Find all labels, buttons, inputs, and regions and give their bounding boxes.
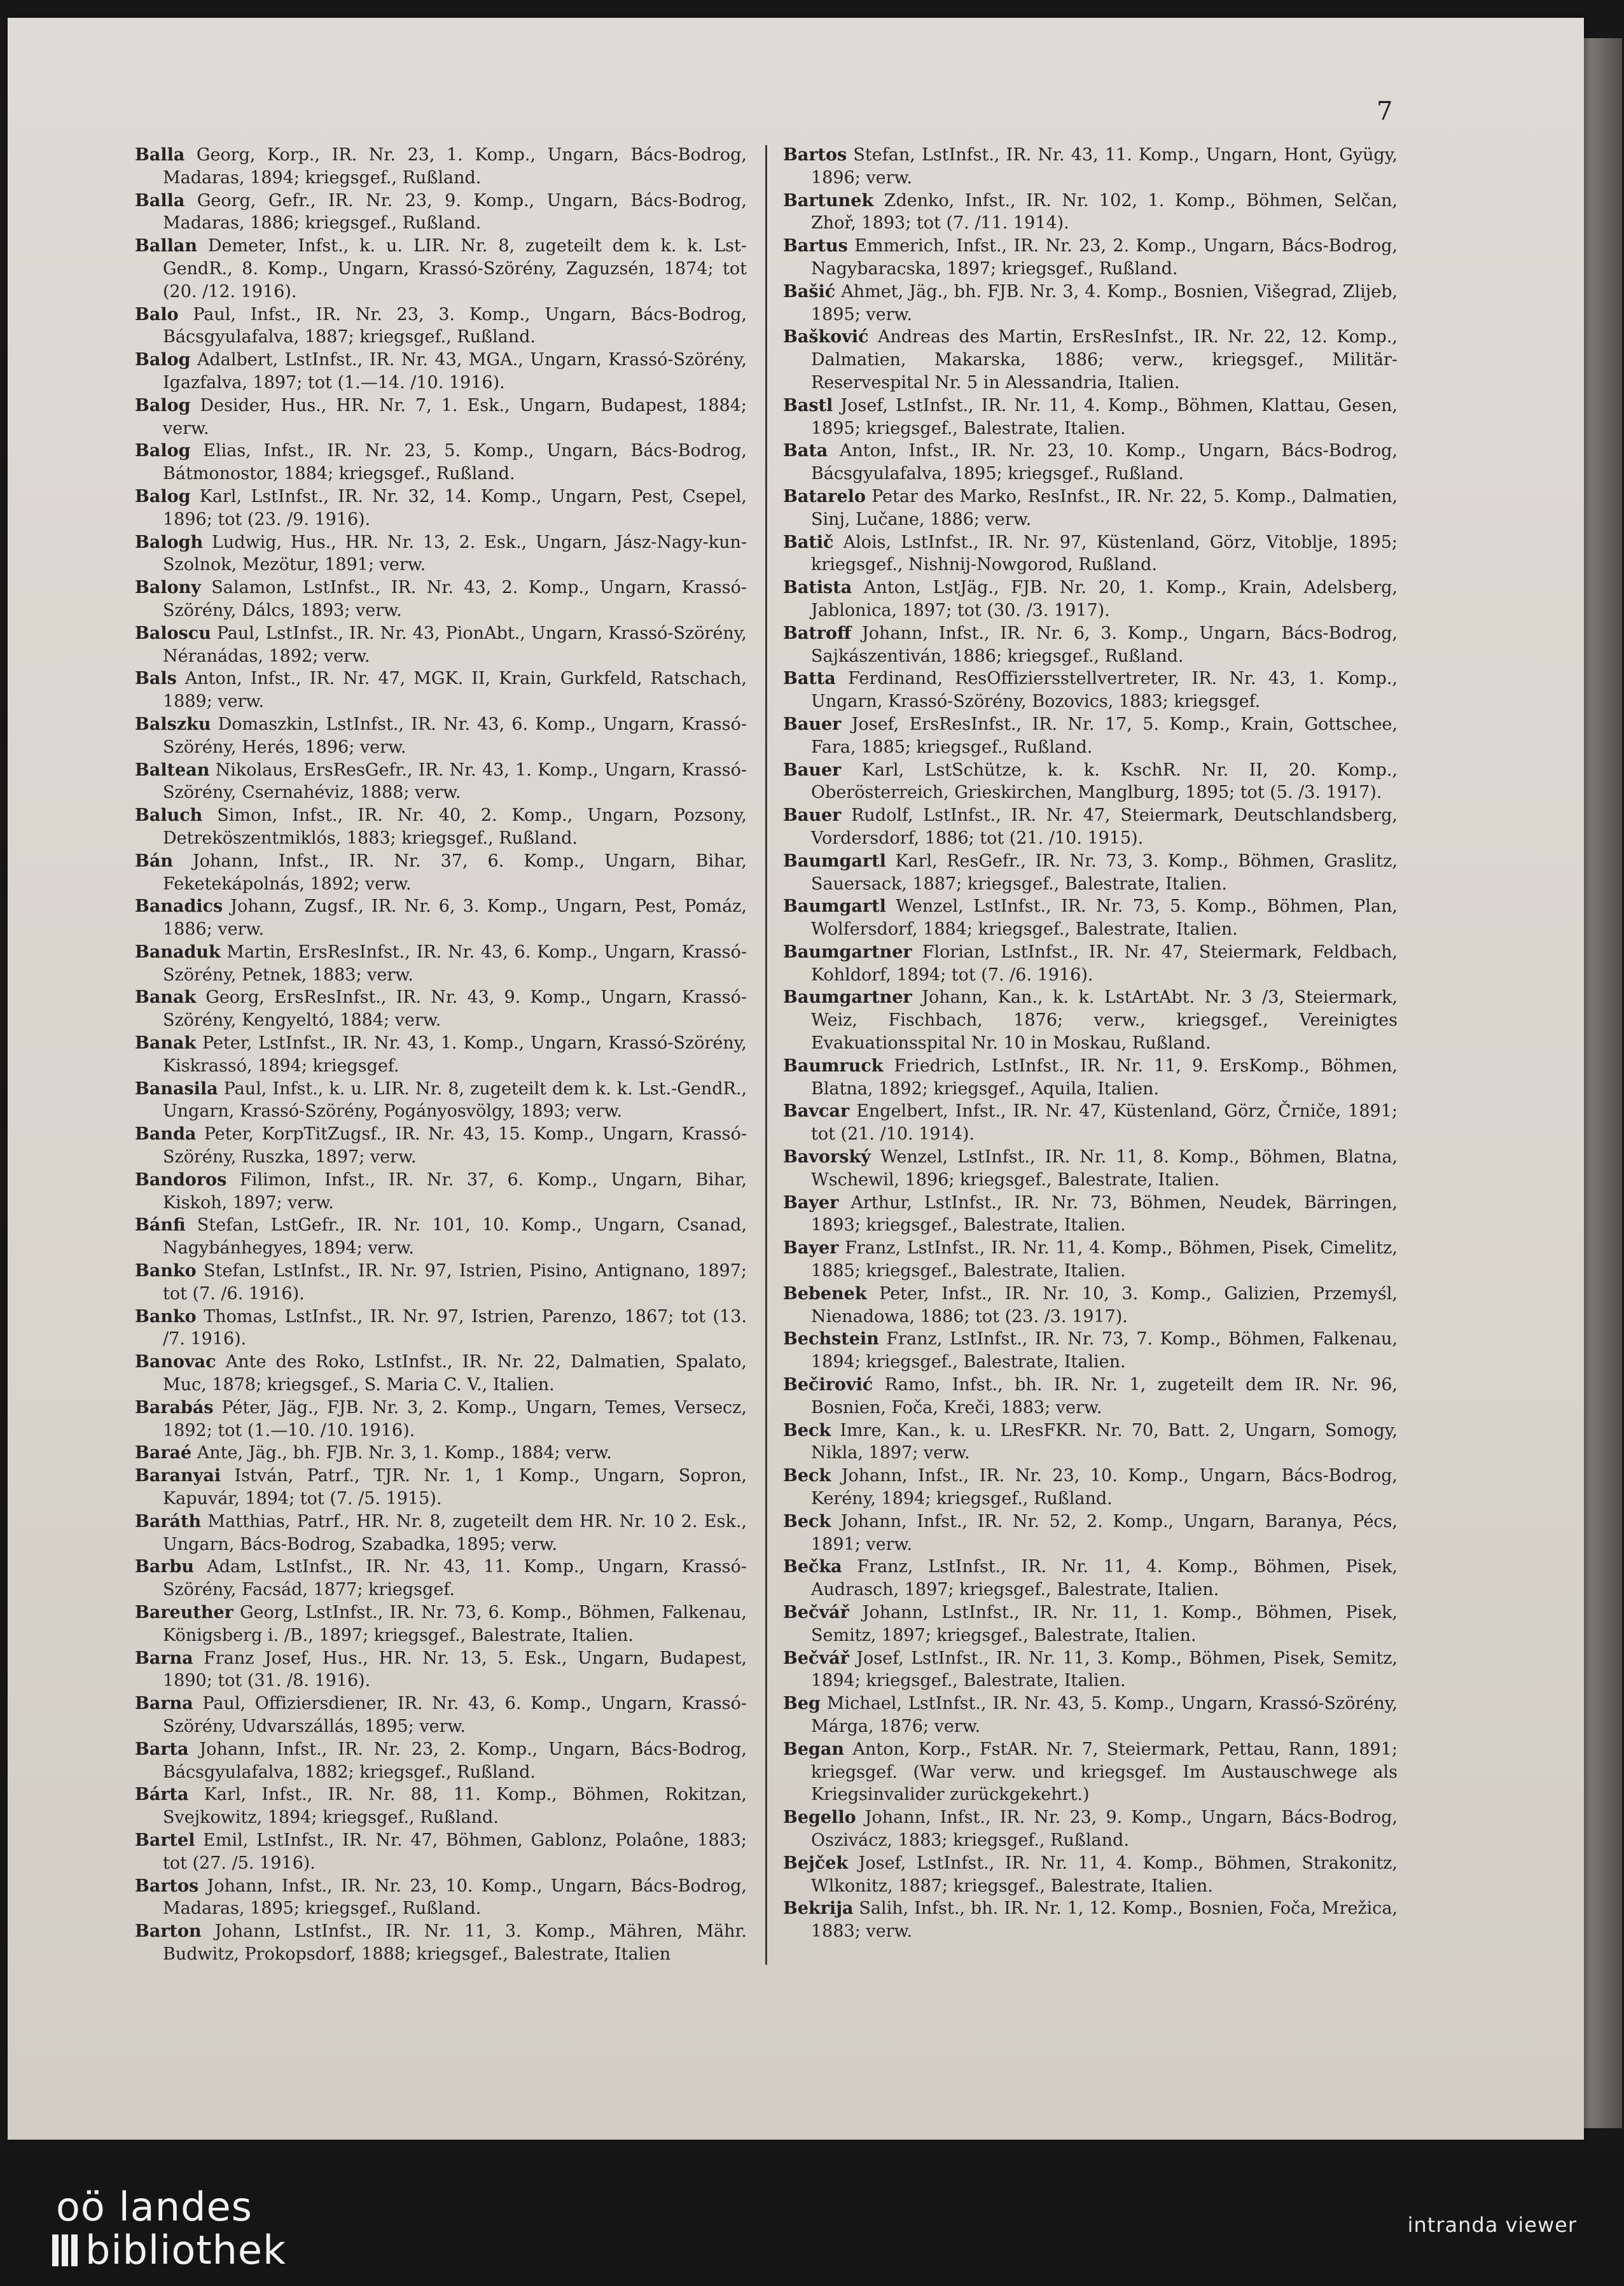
register-entry [783,576,1398,622]
entry-surname: Banak [135,987,197,1008]
register-entry [783,190,1398,235]
register-entry [783,713,1398,759]
register-entry [135,144,747,190]
register-entry [135,1510,747,1556]
register-entry [135,235,747,303]
entry-surname: Batič [783,532,834,552]
register-entry [783,1897,1398,1943]
entry-details: Paul, LstInfst., IR. Nr. 43, PionAbt., Ungarn, Krassó-Szörény, Néranádas, 1892; verw. [163,623,747,666]
register-entry [135,531,747,577]
entry-surname: Bebenek [783,1283,867,1304]
register-entry [783,1647,1398,1693]
register-entry [135,1397,747,1442]
entry-details: Nikolaus, ErsResGefr., IR. Nr. 43, 1. Komp., Ungarn, Krassó-Szörény, Csernahéviz, 1888; verw. [163,760,747,803]
entry-surname: Batista [783,578,852,598]
register-entry [135,1306,747,1351]
entry-details: Franz Josef, Hus., HR. Nr. 13, 5. Esk., Ungarn, Budapest, 1890; tot (31. /8. 1916). [163,1648,747,1691]
entry-surname: Bareuther [135,1603,233,1622]
entry-details: Demeter, Infst., k. u. LIR. Nr. 8, zugeteilt dem k. k. Lst-GendR., 8. Komp., Ungarn, Krassó-Szörény, Zaguzsén, 1874; tot (20. /12. 1916). [163,236,747,302]
viewer-footer [0,2150,1624,2286]
entry-surname: Bartunek [783,190,874,211]
entry-details: Peter, KorpTitZugsf., IR. Nr. 43, 15. Komp., Ungarn, Krassó-Szörény, Ruszka, 1897; verw. [163,1124,747,1167]
entry-surname: Bauer [783,805,842,826]
entry-details: Ante des Roko, LstInfst., IR. Nr. 22, Dalmatien, Spalato, Muc, 1878; kriegsgef., S. Maria C. V., Italien. [163,1352,747,1395]
entry-surname: Bayer [783,1238,839,1258]
register-entry [783,1192,1398,1237]
entry-surname: Began [783,1739,845,1759]
register-entry [135,576,747,622]
entry-details: Ahmet, Jäg., bh. FJB. Nr. 3, 4. Komp., Bosnien, Višegrad, Zlijeb, 1895; verw. [811,281,1398,324]
entry-details: Georg, Korp., IR. Nr. 23, 1. Komp., Ungarn, Bács-Bodrog, Madaras, 1894; kriegsgef., Rußland. [163,145,747,188]
entry-surname: Baumgartner [783,942,912,962]
entry-surname: Barna [135,1694,193,1714]
entry-surname: Beck [783,1511,831,1531]
entry-surname: Balog [135,395,191,415]
register-entry [135,622,747,668]
register-entry [135,667,747,713]
entry-surname: Barton [135,1921,202,1942]
register-entry [783,622,1398,668]
register-entry [783,850,1398,896]
entry-details: Emil, LstInfst., IR. Nr. 47, Böhmen, Gablonz, Polaône, 1883; tot (27. /5. 1916). [163,1830,747,1873]
entry-surname: Banko [135,1306,197,1327]
entry-details: Michael, LstInfst., IR. Nr. 43, 5. Komp., Ungarn, Krassó-Szörény, Márga, 1876; verw. [811,1694,1398,1736]
entry-surname: Bartus [783,236,848,256]
register-entry [783,667,1398,713]
entry-surname: Baráth [135,1511,202,1531]
entry-details: Alois, LstInfst., IR. Nr. 97, Küstenland, Görz, Vitoblje, 1895; kriegsgef., Nishnij-Nowgorod, Rußland. [811,532,1398,575]
entry-surname: Balony [135,578,201,598]
entry-surname: Balog [135,350,191,370]
register-entry [135,895,747,941]
entry-details: Georg, Gefr., IR. Nr. 23, 9. Komp., Ungarn, Bács-Bodrog, Madaras, 1886; kriegsgef., Rußland. [163,190,747,233]
register-entry [135,1260,747,1306]
register-entry [135,850,747,896]
logo-bars-icon [52,2234,78,2266]
register-entry [135,1875,747,1921]
entry-details: Karl, LstSchütze, k. k. KschR. Nr. II, 20. Komp., Oberösterreich, Grieskirchen, Manglburg, 1895; tot (5. /3. 1917). [811,760,1398,803]
entry-details: Johann, Infst., IR. Nr. 37, 6. Komp., Ungarn, Bihar, Feketekápolnás, 1892; verw. [163,851,747,894]
entry-surname: Beck [783,1466,831,1486]
register-entry [783,759,1398,805]
entry-surname: Bauer [783,714,842,734]
entry-surname: Batta [783,669,836,689]
register-entry [783,1601,1398,1647]
entry-surname: Balogh [135,532,204,552]
entry-surname: Balla [135,145,185,165]
entry-details: Ante, Jäg., bh. FJB. Nr. 3, 1. Komp., 1884; verw. [191,1443,612,1463]
entry-details: Anton, Infst., IR. Nr. 47, MGK. II, Krain, Gurkfeld, Ratschach, 1889; verw. [163,669,747,712]
entry-details: Paul, Offiziersdiener, IR. Nr. 43, 6. Komp., Ungarn, Krassó-Szörény, Udvarszállás, 1895; verw. [163,1694,747,1736]
entry-details: Imre, Kan., k. u. LResFKR. Nr. 70, Batt. 2, Ungarn, Somogy, Nikla, 1897; verw. [811,1420,1398,1463]
register-entry [135,986,747,1032]
entry-details: Rudolf, LstInfst., IR. Nr. 47, Steiermark, Deutschlandsberg, Vordersdorf, 1886; tot (21. /10. 1915). [811,805,1398,848]
entry-details: Stefan, LstInfst., IR. Nr. 97, Istrien, Pisino, Antignano, 1897; tot (7. /6. 1916). [163,1261,747,1304]
entry-details: Karl, Infst., IR. Nr. 88, 11. Komp., Böhmen, Rokitzan, Svejkowitz, 1894; kriegsgef., Rußland. [163,1785,747,1828]
register-entry [135,759,747,805]
entry-details: Johann, Infst., IR. Nr. 52, 2. Komp., Ungarn, Baranya, Pécs, 1891; verw. [811,1511,1398,1554]
entry-details: Josef, LstInfst., IR. Nr. 11, 4. Komp., Böhmen, Klattau, Gesen, 1895; kriegsgef., Balestrate, Italien. [811,395,1398,438]
entry-surname: Bečvář [783,1603,849,1622]
entry-details: Peter, LstInfst., IR. Nr. 43, 1. Komp., Ungarn, Krassó-Szörény, Kiskrassó, 1894; kriegsgef. [163,1033,747,1076]
entry-surname: Baloscu [135,623,211,643]
register-entry [135,485,747,531]
register-entry [783,1374,1398,1419]
entry-details: Emmerich, Infst., IR. Nr. 23, 2. Komp., Ungarn, Bács-Bodrog, Nagybaracska, 1897; kriegsgef., Rußland. [811,236,1398,279]
entry-details: Desider, Hus., HR. Nr. 7, 1. Esk., Ungarn, Budapest, 1884; verw. [163,395,747,438]
register-entry [783,1556,1398,1601]
register-entry [783,440,1398,485]
entry-surname: Barabás [135,1397,214,1418]
entry-details: Johann, Infst., IR. Nr. 23, 10. Komp., Ungarn, Bács-Bodrog, Kerény, 1894; kriegsgef., Rußland. [811,1466,1398,1509]
scanned-page [8,18,1584,2140]
entry-details: Franz, LstInfst., IR. Nr. 11, 4. Komp., Böhmen, Pisek, Cimelitz, 1885; kriegsgef., Balestrate, Italien. [811,1238,1398,1281]
entry-details: Karl, LstInfst., IR. Nr. 32, 14. Komp., Ungarn, Pest, Csepel, 1896; tot (23. /9. 1916). [163,486,747,529]
entry-surname: Banak [135,1033,197,1054]
entry-surname: Batarelo [783,486,866,506]
entry-details: Anton, LstJäg., FJB. Nr. 20, 1. Komp., Krain, Adelsberg, Jablonica, 1897; tot (30. /3. 1917). [811,578,1398,620]
entry-surname: Bechstein [783,1329,879,1349]
register-entry [135,1214,747,1260]
entry-surname: Barta [135,1739,189,1759]
entry-details: Salih, Infst., bh. IR. Nr. 1, 12. Komp., Bosnien, Foča, Mrežica, 1883; verw. [811,1899,1398,1942]
entry-surname: Bata [783,441,828,461]
entry-surname: Baranyai [135,1466,221,1486]
entry-details: Johann, Infst., IR. Nr. 23, 10. Komp., Ungarn, Bács-Bodrog, Madaras, 1895; kriegsgef., Rußland. [163,1876,747,1919]
entry-details: Ferdinand, ResOffiziersstellvertreter, IR. Nr. 43, 1. Komp., Ungarn, Krassó-Szörény, Bozovics, 1883; kriegsgef. [811,669,1398,712]
entry-surname: Beck [783,1420,831,1440]
entry-details: Josef, ErsResInfst., IR. Nr. 17, 5. Komp., Krain, Gottschee, Fara, 1885; kriegsgef., Rußland. [811,714,1398,757]
entry-details: Ludwig, Hus., HR. Nr. 13, 2. Esk., Ungarn, Jász-Nagy-kun-Szolnok, Mezötur, 1891; verw. [163,532,747,575]
entry-details: Wenzel, LstInfst., IR. Nr. 73, 5. Komp., Böhmen, Plan, Wolfersdorf, 1884; kriegsgef., Balestrate, Italien. [811,896,1398,940]
entry-surname: Banovac [135,1352,216,1372]
entry-details: Franz, LstInfst., IR. Nr. 73, 7. Komp., Böhmen, Falkenau, 1894; kriegsgef., Balestrate, Italien. [811,1329,1398,1372]
register-entry [783,1465,1398,1510]
entry-details: Simon, Infst., IR. Nr. 40, 2. Komp., Ungarn, Pozsony, Detreköszentmiklós, 1883; kriegsgef., Rußland. [163,805,747,848]
entry-details: Elias, Infst., IR. Nr. 23, 5. Komp., Ungarn, Bács-Bodrog, Bátmonostor, 1884; kriegsgef., Rußland. [163,441,747,484]
entry-surname: Bayer [783,1192,839,1213]
register-entry [135,1465,747,1510]
entry-details: Josef, LstInfst., IR. Nr. 11, 3. Komp., Böhmen, Pisek, Semitz, 1894; kriegsgef., Balestrate, Italien. [811,1648,1398,1691]
entry-details: Martin, ErsResInfst., IR. Nr. 43, 6. Komp., Ungarn, Krassó-Szörény, Petnek, 1883; verw. [163,942,747,985]
entry-surname: Baltean [135,760,210,780]
entry-surname: Bejček [783,1853,849,1873]
register-entry [135,1556,747,1601]
entry-details: Salamon, LstInfst., IR. Nr. 43, 2. Komp., Ungarn, Krassó-Szörény, Dálcs, 1893; verw. [163,578,747,620]
register-entry [783,281,1398,326]
entry-surname: Begello [783,1808,856,1828]
entry-surname: Bárta [135,1785,189,1805]
entry-details: Wenzel, LstInfst., IR. Nr. 11, 8. Komp., Böhmen, Blatna, Wschewil, 1896; kriegsgef., Balestrate, Italien. [811,1147,1398,1190]
entry-surname: Bavorský [783,1147,871,1167]
register-entry [783,1283,1398,1328]
entry-surname: Baluch [135,805,203,826]
entry-details: Anton, Infst., IR. Nr. 23, 10. Komp., Ungarn, Bács-Bodrog, Bácsgyulafalva, 1895; kriegsgef., Rußland. [811,441,1398,484]
entry-surname: Beg [783,1694,821,1714]
entry-surname: Bartos [135,1876,199,1896]
entry-details: Franz, LstInfst., IR. Nr. 11, 4. Komp., Böhmen, Pisek, Audrasch, 1897; kriegsgef., Balestrate, Italien. [811,1557,1398,1600]
entry-details: Paul, Infst., k. u. LIR. Nr. 8, zugeteilt dem k. k. Lst.-GendR., Ungarn, Krassó-Szörény, Pogányosvölgy, 1893; verw. [163,1078,747,1122]
entry-surname: Banko [135,1261,197,1281]
entry-surname: Bartos [783,145,847,165]
register-entry [783,531,1398,577]
entry-details: Johann, Infst., IR. Nr. 6, 3. Komp., Ungarn, Bács-Bodrog, Sajkászentiván, 1886; kriegsgef., Rußland. [811,623,1398,666]
entry-details: Georg, ErsResInfst., IR. Nr. 43, 9. Komp., Ungarn, Krassó-Szörény, Kengyeltó, 1884; verw. [163,987,747,1031]
entry-surname: Baumruck [783,1056,884,1076]
entry-surname: Bartel [135,1830,195,1850]
register-entry [783,235,1398,281]
entry-details: Arthur, LstInfst., IR. Nr. 73, Böhmen, Neudek, Bärringen, 1893; kriegsgef., Balestrate, Italien. [811,1192,1398,1236]
entry-surname: Bašić [783,281,836,302]
entry-details: Friedrich, LstInfst., IR. Nr. 11, 9. ErsKomp., Böhmen, Blatna, 1892; kriegsgef., Aquila, Italien. [811,1056,1398,1099]
register-entry [135,1692,747,1738]
entry-details: István, Patrf., TJR. Nr. 1, 1 Komp., Ungarn, Sopron, Kapuvár, 1894; tot (7. /5. 1915). [163,1466,747,1509]
entry-surname: Bečvář [783,1648,849,1668]
register-entry [783,986,1398,1054]
entry-details: Johann, Infst., IR. Nr. 23, 2. Komp., Ungarn, Bács-Bodrog, Bácsgyulafalva, 1882; kriegsgef., Rußland. [163,1739,747,1782]
entry-surname: Bečka [783,1557,842,1577]
entry-surname: Bánfi [135,1215,186,1236]
register-entry [135,1647,747,1693]
entry-details: Adam, LstInfst., IR. Nr. 43, 11. Komp., Ungarn, Krassó-Szörény, Facsád, 1877; kriegsgef. [163,1557,747,1600]
register-entry [135,440,747,485]
entry-surname: Bastl [783,395,833,415]
entry-details: Peter, Infst., IR. Nr. 10, 3. Komp., Galizien, Przemyśl, Nienadowa, 1886; tot (23. /3. 1917). [811,1283,1398,1327]
viewer-brand: intranda viewer [1407,2213,1577,2237]
entry-surname: Batroff [783,623,852,643]
entry-surname: Ballan [135,236,197,256]
register-entry [135,1442,747,1465]
entry-surname: Banadics [135,896,223,917]
entry-details: Karl, ResGefr., IR. Nr. 73, 3. Komp., Böhmen, Graslitz, Sauersack, 1887; kriegsgef., Balestrate, Italien. [811,851,1398,894]
library-logo[interactable] [52,2186,286,2271]
entry-surname: Balog [135,441,191,461]
register-entry [135,1783,747,1829]
entry-details: Filimon, Infst., IR. Nr. 37, 6. Komp., Ungarn, Bihar, Kiskoh, 1897; verw. [163,1169,747,1213]
register-entry [135,349,747,394]
register-entry [783,144,1398,190]
register-entry [783,485,1398,531]
entry-details: Andreas des Martin, ErsResInfst., IR. Nr. 22, 12. Komp., Dalmatien, Makarska, 1886; verw., kriegsgef., Militär-Reservespital Nr. 5 in Alessandria, Italien. [811,327,1398,393]
register-entry [783,1146,1398,1192]
entry-surname: Bals [135,669,177,689]
entry-surname: Balla [135,190,185,211]
register-entry [783,1419,1398,1465]
entry-surname: Balo [135,304,179,324]
entry-details: Ramo, Infst., bh. IR. Nr. 1, zugeteilt dem IR. Nr. 96, Bosnien, Foča, Kreči, 1883; verw. [811,1375,1398,1418]
register-entry [135,190,747,235]
entry-details: Johann, Zugsf., IR. Nr. 6, 3. Komp., Ungarn, Pest, Pomáz, 1886; verw. [163,896,747,940]
register-entry [135,1738,747,1784]
register-entry [135,1123,747,1169]
entry-details: Stefan, LstGefr., IR. Nr. 101, 10. Komp., Ungarn, Csanad, Nagybánhegyes, 1894; verw. [163,1215,747,1258]
entry-details: Johann, LstInfst., IR. Nr. 11, 3. Komp., Mähren, Mähr. Budwitz, Prokopsdorf, 1888; kriegsgef., Balestrate, Italien [163,1921,747,1964]
entry-details: Matthias, Patrf., HR. Nr. 8, zugeteilt dem HR. Nr. 10 2. Esk., Ungarn, Bács-Bodrog, Szabadka, 1895; verw. [163,1511,747,1554]
entry-surname: Banasila [135,1078,218,1099]
entry-details: Thomas, LstInfst., IR. Nr. 97, Istrien, Parenzo, 1867; tot (13. /7. 1916). [163,1306,747,1349]
entry-surname: Bán [135,851,173,871]
entry-surname: Bandoros [135,1169,227,1190]
register-entry [135,1351,747,1397]
register-entry [135,941,747,987]
entry-details: Johann, Infst., IR. Nr. 23, 9. Komp., Ungarn, Bács-Bodrog, Oszivácz, 1883; kriegsgef., Rußland. [811,1808,1398,1850]
register-entry [783,1328,1398,1374]
register-entry [135,1920,747,1966]
entry-details: Georg, LstInfst., IR. Nr. 73, 6. Komp., Böhmen, Falkenau, Königsberg i. /B., 1897; kriegsgef., Balestrate, Italien. [163,1603,747,1645]
register-entry [135,1032,747,1078]
left-column [135,144,747,1966]
entry-surname: Bečirović [783,1375,873,1395]
register-entry [783,804,1398,850]
entry-details: Johann, Kan., k. k. LstArtAbt. Nr. 3 /3, Steiermark, Weiz, Fischbach, 1876; verw., kriegsgef., Vereinigtes Evakuationsspital Nr. 10 in Moskau, Rußland. [811,987,1398,1054]
entry-surname: Baumgartl [783,851,886,871]
entry-surname: Banaduk [135,942,221,962]
register-entry [783,1692,1398,1738]
column-divider [765,145,767,1965]
register-entry [135,804,747,850]
entry-surname: Balszku [135,714,211,734]
page-number: 7 [1377,97,1393,126]
entry-details: Adalbert, LstInfst., IR. Nr. 43, MGA., Ungarn, Krassó-Szörény, Igazfalva, 1897; tot (1.—14. /10. 1916). [163,350,747,393]
entry-details: Zdenko, Infst., IR. Nr. 102, 1. Komp., Böhmen, Selčan, Zhoř, 1893; tot (7. /11. 1914). [811,190,1398,233]
register-entry [135,394,747,440]
logo-text-line2: bibliothek [85,2227,286,2273]
register-entry [783,1510,1398,1556]
register-entry [135,713,747,759]
register-entry [135,1169,747,1215]
entry-surname: Bašković [783,327,869,347]
entry-details: Péter, Jäg., FJB. Nr. 3, 2. Komp., Ungarn, Temes, Versecz, 1892; tot (1.—10. /10. 1916). [163,1397,747,1440]
entry-details: Anton, Korp., FstAR. Nr. 7, Steiermark, Pettau, Rann, 1891; kriegsgef. (War verw. und kriegsgef. Im Austauschwege als Kriegsinvalider zurückgekehrt.) [811,1739,1398,1805]
entry-surname: Bavcar [783,1101,850,1122]
entry-surname: Baraé [135,1443,192,1463]
entry-surname: Baumgartl [783,896,886,917]
entry-surname: Baumgartner [783,987,912,1008]
entry-details: Stefan, LstInfst., IR. Nr. 43, 11. Komp., Ungarn, Hont, Gyügy, 1896; verw. [811,145,1398,188]
entry-details: Petar des Marko, ResInfst., IR. Nr. 22, 5. Komp., Dalmatien, Sinj, Lučane, 1886; verw. [811,486,1398,529]
entry-details: Paul, Infst., IR. Nr. 23, 3. Komp., Ungarn, Bács-Bodrog, Bácsgyulafalva, 1887; kriegsgef., Rußland. [163,304,747,347]
register-entry [783,1100,1398,1146]
register-entry [783,326,1398,394]
entry-details: Engelbert, Infst., IR. Nr. 47, Küstenland, Görz, Črniče, 1891; tot (21. /10. 1914). [811,1101,1398,1145]
register-entry [783,1806,1398,1852]
entry-surname: Bekrija [783,1899,854,1919]
entry-surname: Barna [135,1648,193,1668]
register-entry [135,1829,747,1875]
right-column [783,144,1398,1943]
entry-details: Josef, LstInfst., IR. Nr. 11, 4. Komp., Böhmen, Strakonitz, Wlkonitz, 1887; kriegsgef., Balestrate, Italien. [811,1853,1398,1896]
register-entry [135,1601,747,1647]
entry-surname: Balog [135,486,191,506]
entry-surname: Bauer [783,760,842,780]
entry-surname: Barbu [135,1557,195,1577]
register-entry [135,303,747,349]
register-entry [783,1237,1398,1283]
register-entry [783,1852,1398,1898]
register-entry [783,1738,1398,1806]
register-entry [783,895,1398,941]
entry-details: Domaszkin, LstInfst., IR. Nr. 43, 6. Komp., Ungarn, Krassó-Szörény, Herés, 1896; verw. [163,714,747,757]
entry-surname: Banda [135,1124,197,1145]
logo-text-line1: oö landes [56,2184,253,2230]
register-entry [783,394,1398,440]
register-entry [783,941,1398,987]
register-entry [135,1078,747,1124]
entry-details: Florian, LstInfst., IR. Nr. 47, Steiermark, Feldbach, Kohldorf, 1894; tot (7. /6. 1916). [811,942,1398,985]
entry-details: Johann, LstInfst., IR. Nr. 11, 1. Komp., Böhmen, Pisek, Semitz, 1897; kriegsgef., Balestrate, Italien. [811,1603,1398,1645]
register-entry [783,1055,1398,1101]
